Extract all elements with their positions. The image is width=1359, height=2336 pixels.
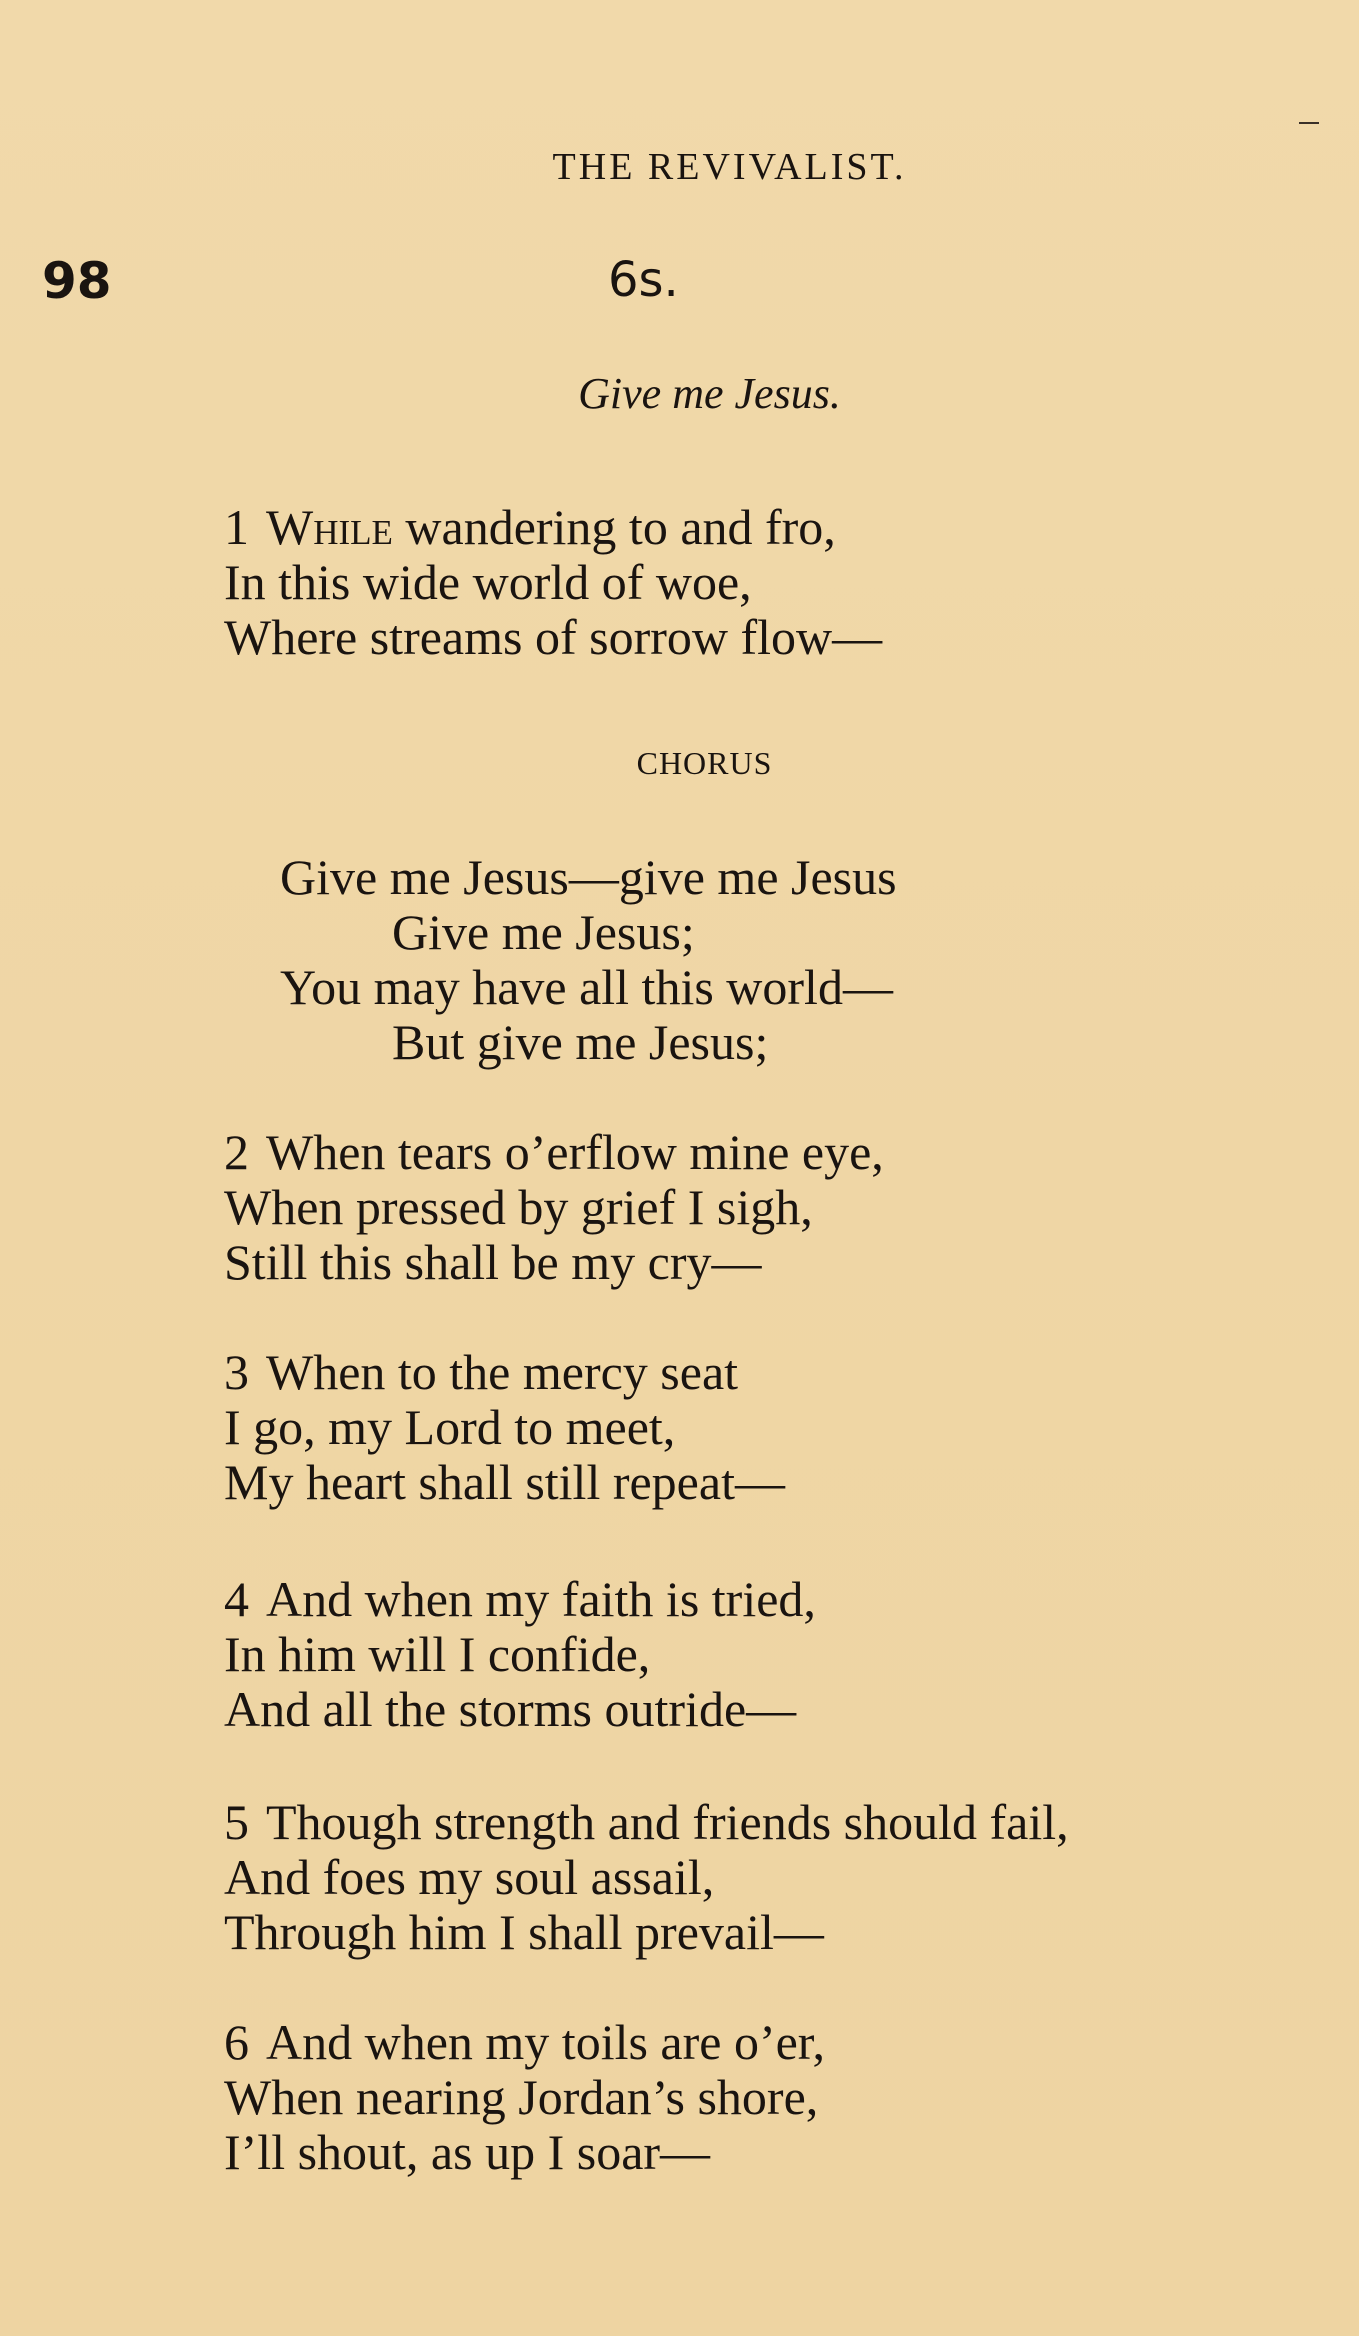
stanza-2 xyxy=(224,1125,884,1290)
stanza-line xyxy=(224,1795,1069,1850)
stanza-line xyxy=(224,1572,816,1627)
chorus-line: You may have all this world— xyxy=(280,959,893,1015)
chorus-line: Give me Jesus—give me Jesus xyxy=(280,849,897,905)
line-text: And when my toils are o’er, xyxy=(266,2014,825,2070)
line-text: When tears o’erflow mine eye, xyxy=(266,1124,884,1180)
verse-number: 3 xyxy=(224,1344,249,1400)
stanza-line xyxy=(224,2015,825,2070)
line-text: When to the mercy seat xyxy=(266,1344,739,1400)
stanza-6 xyxy=(224,2015,825,2180)
verse-number: 2 xyxy=(224,1124,249,1180)
stanza-line: When nearing Jordan’s shore, xyxy=(224,2069,819,2125)
stanza-line xyxy=(224,1345,785,1400)
stanza-line: Through him I shall prevail— xyxy=(224,1904,824,1960)
page-number: 98 xyxy=(42,252,112,310)
stanza-line: And foes my soul assail, xyxy=(224,1849,715,1905)
verse-number: 1 xyxy=(224,499,249,555)
chorus-label: CHORUS xyxy=(636,745,773,781)
stanza-4 xyxy=(224,1572,816,1737)
stanza-line: I’ll shout, as up I soar— xyxy=(224,2124,711,2180)
stanza-line xyxy=(224,500,882,555)
stanza-line: And all the storms outride— xyxy=(224,1681,797,1737)
first-word: While xyxy=(266,499,393,555)
stanza-1 xyxy=(224,500,882,665)
stanza-line xyxy=(224,1125,884,1180)
stanza-line: I go, my Lord to meet, xyxy=(224,1399,676,1455)
stanza-line: When pressed by grief I sigh, xyxy=(224,1179,813,1235)
stanza-line: Still this shall be my cry— xyxy=(224,1234,762,1290)
stanza-line: In this wide world of woe, xyxy=(224,554,752,610)
chorus-line: Give me Jesus; xyxy=(392,904,695,960)
chorus xyxy=(280,850,897,1070)
verse-number: 5 xyxy=(224,1794,249,1850)
stanza-5 xyxy=(224,1795,1069,1960)
stanza-line: My heart shall still repeat— xyxy=(224,1454,785,1510)
stanza-line: Where streams of sorrow flow— xyxy=(224,609,883,665)
verse-number: 6 xyxy=(224,2014,249,2070)
chorus-line: But give me Jesus; xyxy=(392,1014,769,1070)
hymn-meter: 6s. xyxy=(608,252,679,308)
line-text: Though strength and friends should fail, xyxy=(266,1794,1069,1850)
running-head: THE REVIVALIST. xyxy=(552,146,907,188)
line-text: wandering to and fro, xyxy=(405,499,836,555)
stanza-line: In him will I confide, xyxy=(224,1626,651,1682)
verse-number: 4 xyxy=(224,1571,249,1627)
line-text: And when my faith is tried, xyxy=(266,1571,816,1627)
margin-mark xyxy=(1299,122,1319,124)
hymn-title: Give me Jesus. xyxy=(578,369,841,418)
stanza-3 xyxy=(224,1345,785,1510)
